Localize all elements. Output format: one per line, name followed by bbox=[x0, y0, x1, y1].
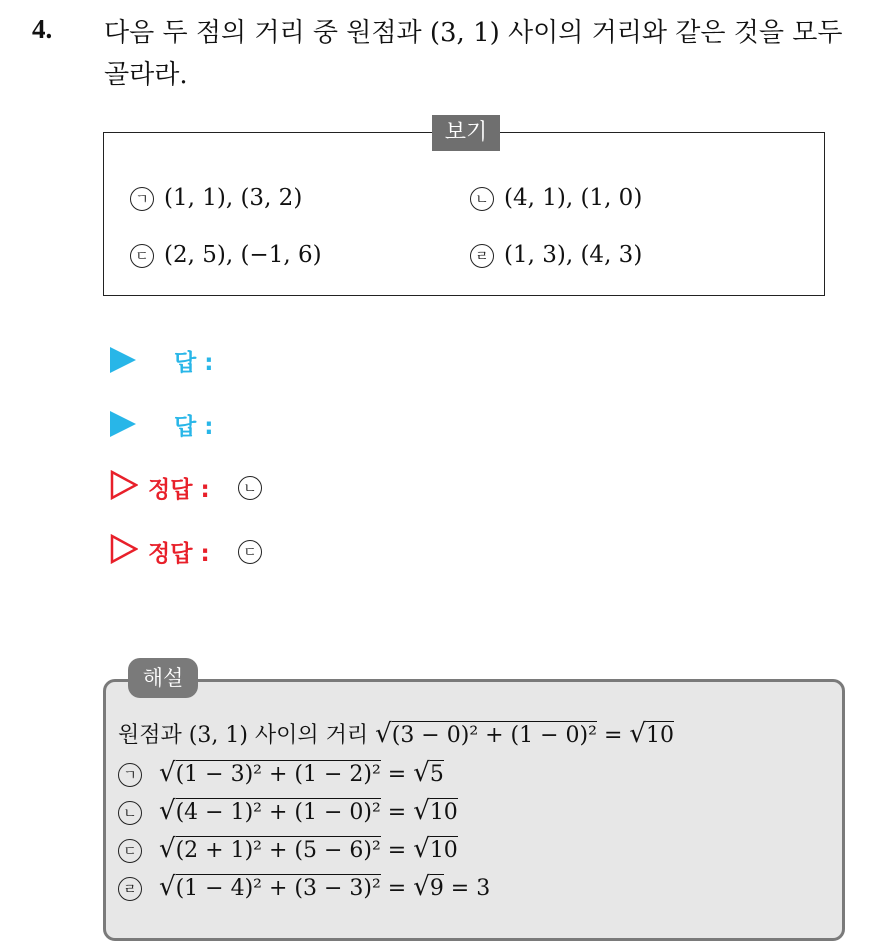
circled-mark-icon: ㄷ bbox=[118, 839, 142, 863]
bogi-box bbox=[103, 132, 825, 296]
result-radicand: 5 bbox=[429, 762, 444, 787]
question-text: 다음 두 점의 거리 중 원점과 (3, 1) 사이의 거리와 같은 것을 모두 골라라. bbox=[104, 18, 843, 90]
sqrt-icon: √ bbox=[413, 834, 430, 864]
explanation-line: ㄴ √(4 − 1)² + (1 − 0)² = √10 bbox=[118, 796, 458, 826]
radicand: (4 − 1)² + (1 − 0)² bbox=[175, 800, 381, 825]
circled-mark-icon: ㄷ bbox=[130, 244, 154, 268]
radicand: (3 − 0)² + (1 − 0)² bbox=[391, 723, 597, 748]
circled-mark-icon: ㄴ bbox=[470, 187, 494, 211]
explanation-line: ㄱ √(1 − 3)² + (1 − 2)² = √5 bbox=[118, 758, 444, 788]
explanation-line: ㄷ √(2 + 1)² + (5 − 6)² = √10 bbox=[118, 834, 458, 864]
circled-mark-icon: ㄴ bbox=[238, 476, 262, 500]
radicand: (1 − 3)² + (1 − 2)² bbox=[175, 762, 381, 787]
sqrt-icon: √ bbox=[413, 872, 430, 902]
sqrt-icon: √ bbox=[629, 719, 646, 749]
circled-mark-icon: ㄱ bbox=[118, 763, 142, 787]
radicand: (2 + 1)² + (5 − 6)² bbox=[175, 838, 381, 863]
sqrt-icon: √ bbox=[159, 796, 176, 826]
bogi-item-4 bbox=[470, 242, 642, 268]
explanation-line: 원점과 (3, 1) 사이의 거리 √(3 − 0)² + (1 − 0)² = √10 bbox=[118, 719, 674, 749]
answer-label: 답 : bbox=[174, 350, 214, 376]
correct-answer-label: 정답 : bbox=[148, 477, 210, 503]
sqrt-icon: √ bbox=[375, 719, 392, 749]
result-radicand: 10 bbox=[645, 723, 674, 748]
bogi-item-text: (4, 1), (1, 0) bbox=[504, 185, 643, 211]
explanation-tail: = 3 bbox=[443, 876, 491, 901]
sqrt-icon: √ bbox=[413, 758, 430, 788]
explanation-tag: 해설 bbox=[128, 658, 198, 698]
explanation-prefix: 원점과 (3, 1) 사이의 거리 bbox=[118, 723, 369, 748]
correct-answer-label: 정답 : bbox=[148, 541, 210, 567]
bogi-item-text: (2, 5), (−1, 6) bbox=[164, 242, 322, 268]
bogi-item-text: (1, 1), (3, 2) bbox=[164, 185, 303, 211]
sqrt-icon: √ bbox=[159, 834, 176, 864]
circled-mark-icon: ㄱ bbox=[130, 187, 154, 211]
sqrt-icon: √ bbox=[159, 758, 176, 788]
circled-mark-icon: ㄹ bbox=[118, 877, 142, 901]
sqrt-icon: √ bbox=[413, 796, 430, 826]
circled-mark-icon: ㄷ bbox=[238, 540, 262, 564]
radicand: (1 − 4)² + (3 − 3)² bbox=[175, 876, 381, 901]
answer-label: 답 : bbox=[174, 414, 214, 440]
bogi-item-3 bbox=[130, 242, 322, 268]
bogi-item-1 bbox=[130, 185, 302, 211]
circled-mark-icon: ㄹ bbox=[470, 244, 494, 268]
question-number: 4. bbox=[32, 14, 53, 44]
outline-triangle-icon bbox=[110, 534, 138, 564]
result-radicand: 9 bbox=[429, 876, 444, 901]
play-triangle-icon bbox=[110, 347, 136, 373]
bogi-item-2 bbox=[470, 185, 642, 211]
explanation-line: ㄹ √(1 − 4)² + (3 − 3)² = √9 = 3 bbox=[118, 872, 490, 902]
outline-triangle-icon bbox=[110, 470, 138, 500]
circled-mark-icon: ㄴ bbox=[118, 801, 142, 825]
result-radicand: 10 bbox=[429, 800, 458, 825]
bogi-title: 보기 bbox=[432, 115, 500, 151]
sqrt-icon: √ bbox=[159, 872, 176, 902]
result-radicand: 10 bbox=[429, 838, 458, 863]
bogi-item-text: (1, 3), (4, 3) bbox=[504, 242, 643, 268]
play-triangle-icon bbox=[110, 411, 136, 437]
